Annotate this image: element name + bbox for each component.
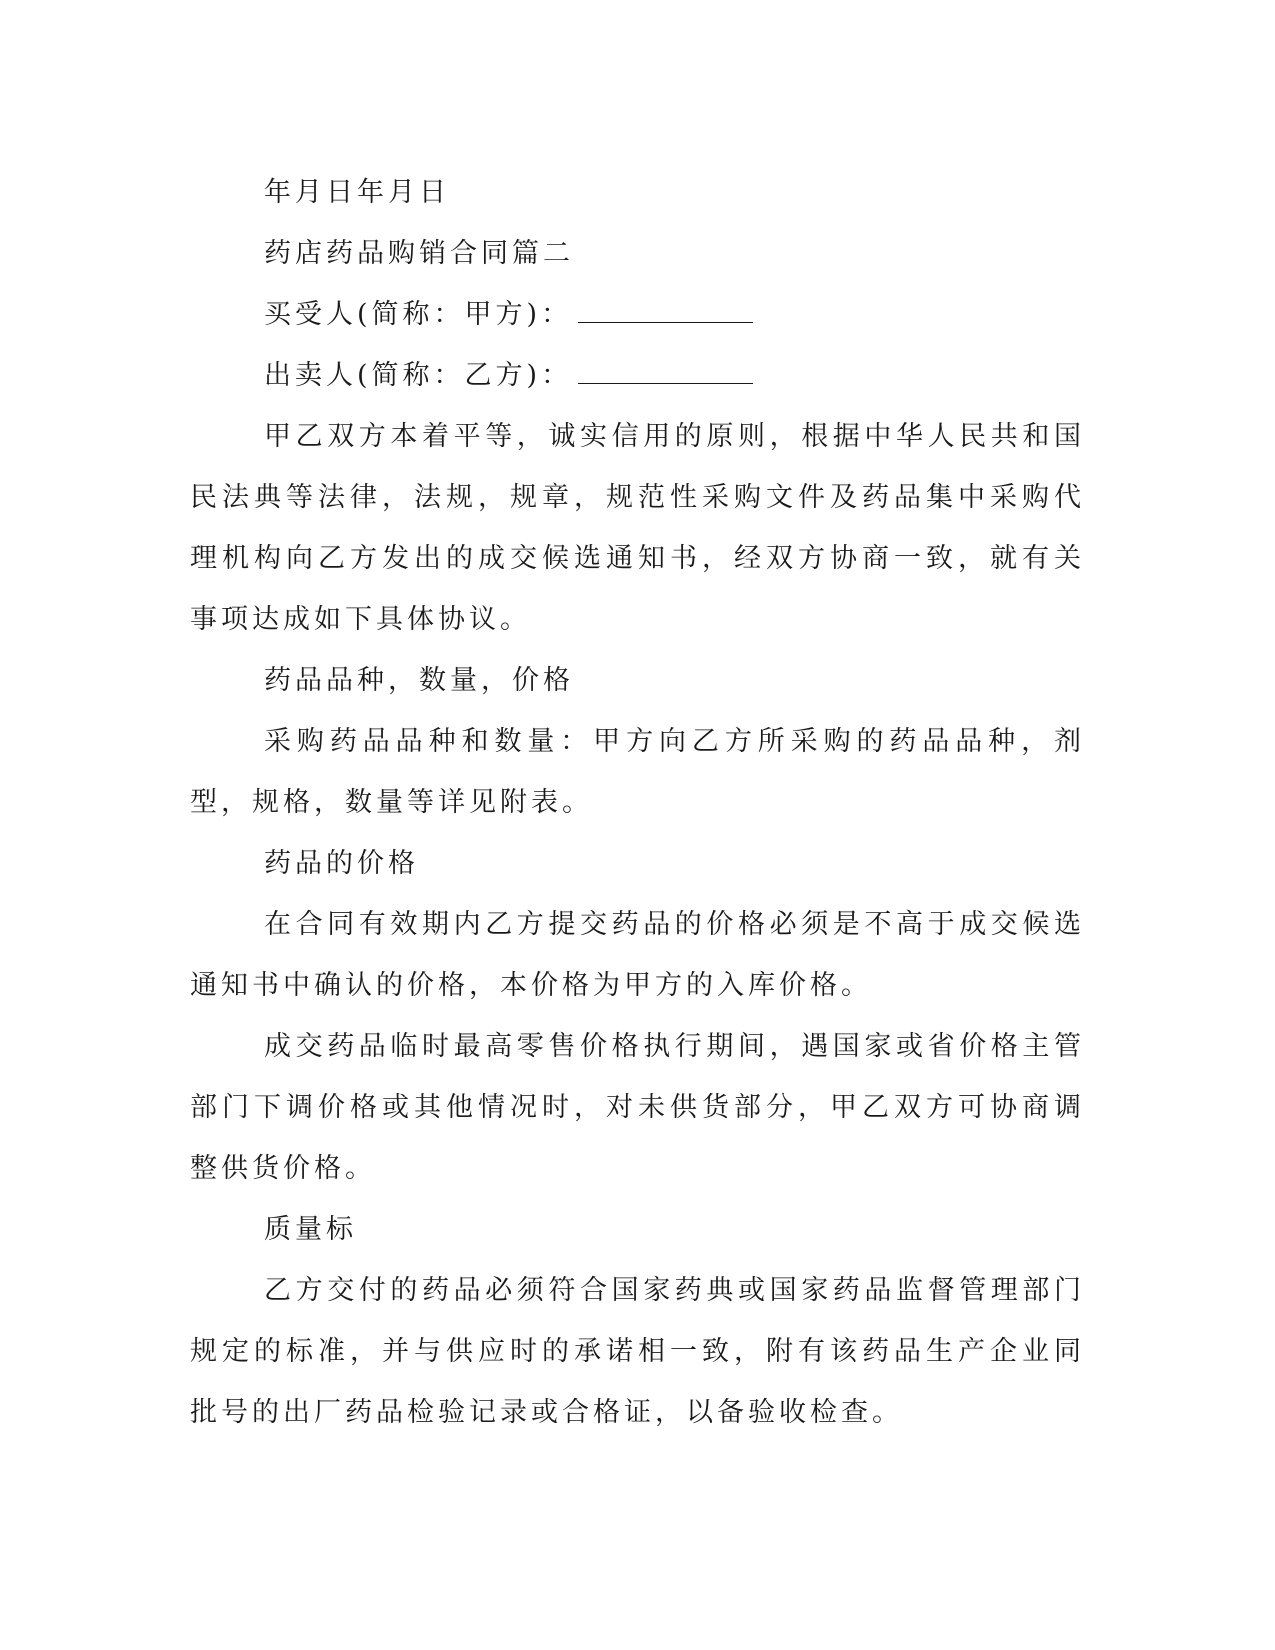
buyer-line [190, 284, 1085, 345]
seller-line [190, 345, 1085, 406]
date-line: 年月日年月日 [264, 177, 450, 208]
price-paragraph-2: 成交药品临时最高零售价格执行期间，遇国家或省价格主管部门下调价格或其他情况时，对未供货部分，甲乙双方可协商调整供货价格。 [190, 1031, 1085, 1184]
seller-blank-field [578, 361, 753, 384]
contract-title: 药店药品购销合同篇二 [264, 238, 574, 269]
section-heading-price: 药品的价格 [264, 848, 419, 879]
seller-label: 出卖人(简称：乙方)： [264, 360, 573, 391]
buyer-label: 买受人(简称：甲方)： [264, 299, 573, 330]
document-body [190, 162, 1085, 1443]
variety-paragraph: 采购药品品种和数量：甲方向乙方所采购的药品品种，剂型，规格，数量等详见附表。 [190, 726, 1085, 818]
section-heading-quality: 质量标 [264, 1214, 357, 1245]
quality-paragraph: 乙方交付的药品必须符合国家药典或国家药品监督管理部门规定的标准，并与供应时的承诺相一致，附有该药品生产企业同批号的出厂药品检验记录或合格证，以备验收检查。 [190, 1275, 1085, 1428]
section-heading-variety: 药品品种，数量，价格 [264, 665, 574, 696]
buyer-blank-field [578, 300, 753, 323]
price-paragraph-1: 在合同有效期内乙方提交药品的价格必须是不高于成交候选通知书中确认的价格，本价格为甲方的入库价格。 [190, 909, 1085, 1001]
intro-paragraph: 甲乙双方本着平等，诚实信用的原则，根据中华人民共和国民法典等法律，法规，规章，规范性采购文件及药品集中采购代理机构向乙方发出的成交候选通知书，经双方协商一致，就有关事项达成如下具体协议。 [190, 421, 1085, 635]
